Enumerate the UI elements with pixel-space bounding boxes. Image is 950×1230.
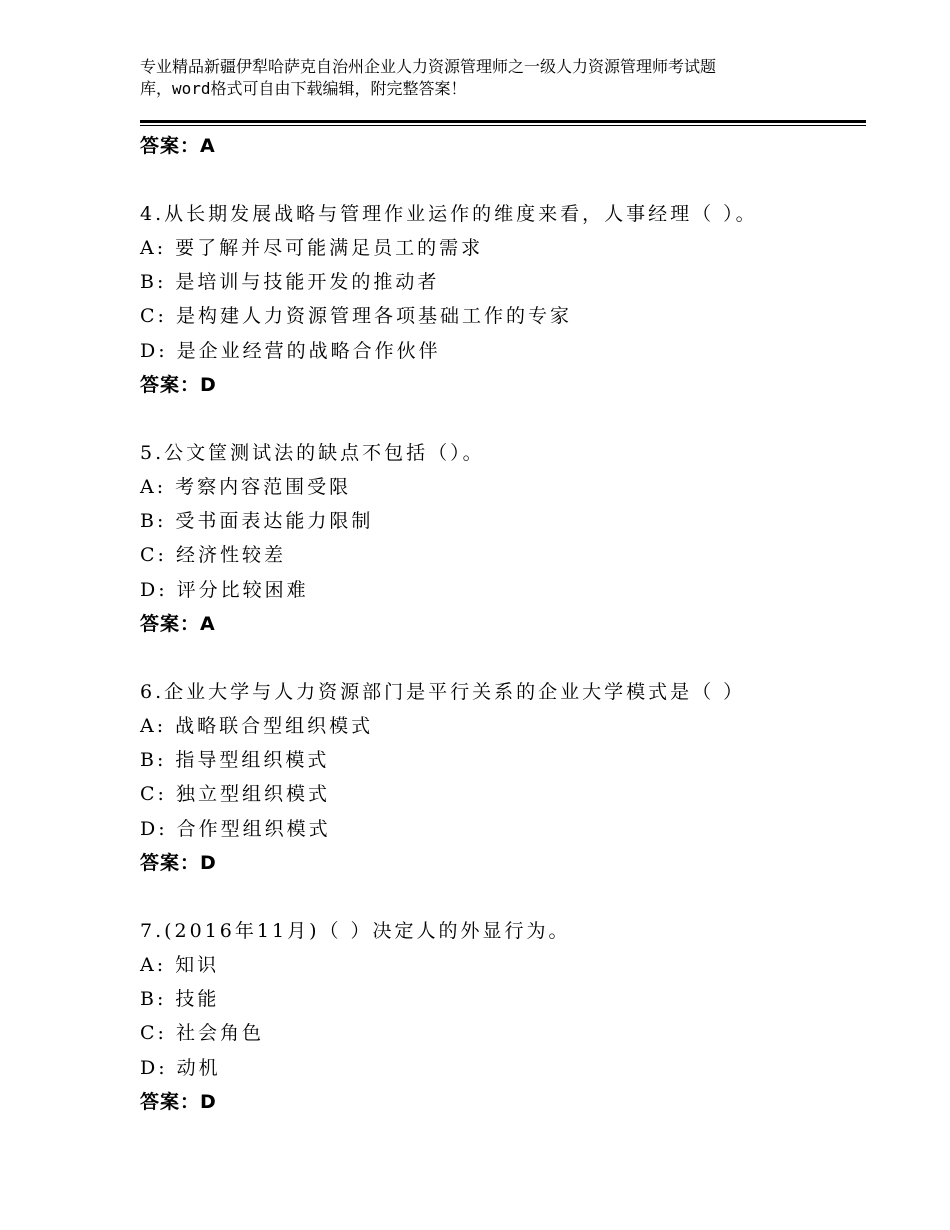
header-rule-thick — [140, 120, 866, 123]
question-option: D: 合作型组织模式 — [140, 818, 331, 840]
question-option: C: 经济性较差 — [140, 544, 286, 566]
question-stem: 5.公文筐测试法的缺点不包括（）。 — [140, 442, 485, 464]
question-answer: 答案：D — [140, 852, 217, 874]
header-line-2: 库，word格式可自由下载编辑，附完整答案！ — [140, 79, 467, 98]
question-stem: 4.从长期发展战略与管理作业运作的维度来看，人事经理（ ）。 — [140, 203, 758, 225]
question-answer: 答案：D — [140, 1091, 217, 1113]
document-header — [140, 56, 840, 100]
question-stem: 6.企业大学与人力资源部门是平行关系的企业大学模式是（ ） — [140, 681, 746, 703]
question-option: B: 指导型组织模式 — [140, 749, 330, 771]
question-option: C: 独立型组织模式 — [140, 783, 330, 805]
question-option: C: 社会角色 — [140, 1022, 264, 1044]
question-option: D: 评分比较困难 — [140, 579, 309, 601]
question-option: B: 受书面表达能力限制 — [140, 510, 374, 532]
prev-answer: 答案：A — [140, 135, 216, 157]
question-option: C: 是构建人力资源管理各项基础工作的专家 — [140, 305, 572, 327]
question-option: A: 知识 — [140, 954, 220, 976]
question-option: A: 战略联合型组织模式 — [140, 715, 374, 737]
question-stem: 7.(2016年11月)（ ）决定人的外显行为。 — [140, 920, 571, 942]
question-option: B: 技能 — [140, 988, 220, 1010]
question-answer: 答案：A — [140, 613, 216, 635]
question-option: D: 是企业经营的战略合作伙伴 — [140, 340, 441, 362]
question-option: B: 是培训与技能开发的推动者 — [140, 271, 440, 293]
question-option: A: 要了解并尽可能满足员工的需求 — [140, 237, 484, 259]
question-option: D: 动机 — [140, 1057, 221, 1079]
header-line-1: 专业精品新疆伊犁哈萨克自治州企业人力资源管理师之一级人力资源管理师考试题 — [140, 57, 717, 76]
question-answer: 答案：D — [140, 374, 217, 396]
question-option: A: 考察内容范围受限 — [140, 476, 352, 498]
header-rule-thin — [140, 125, 866, 126]
